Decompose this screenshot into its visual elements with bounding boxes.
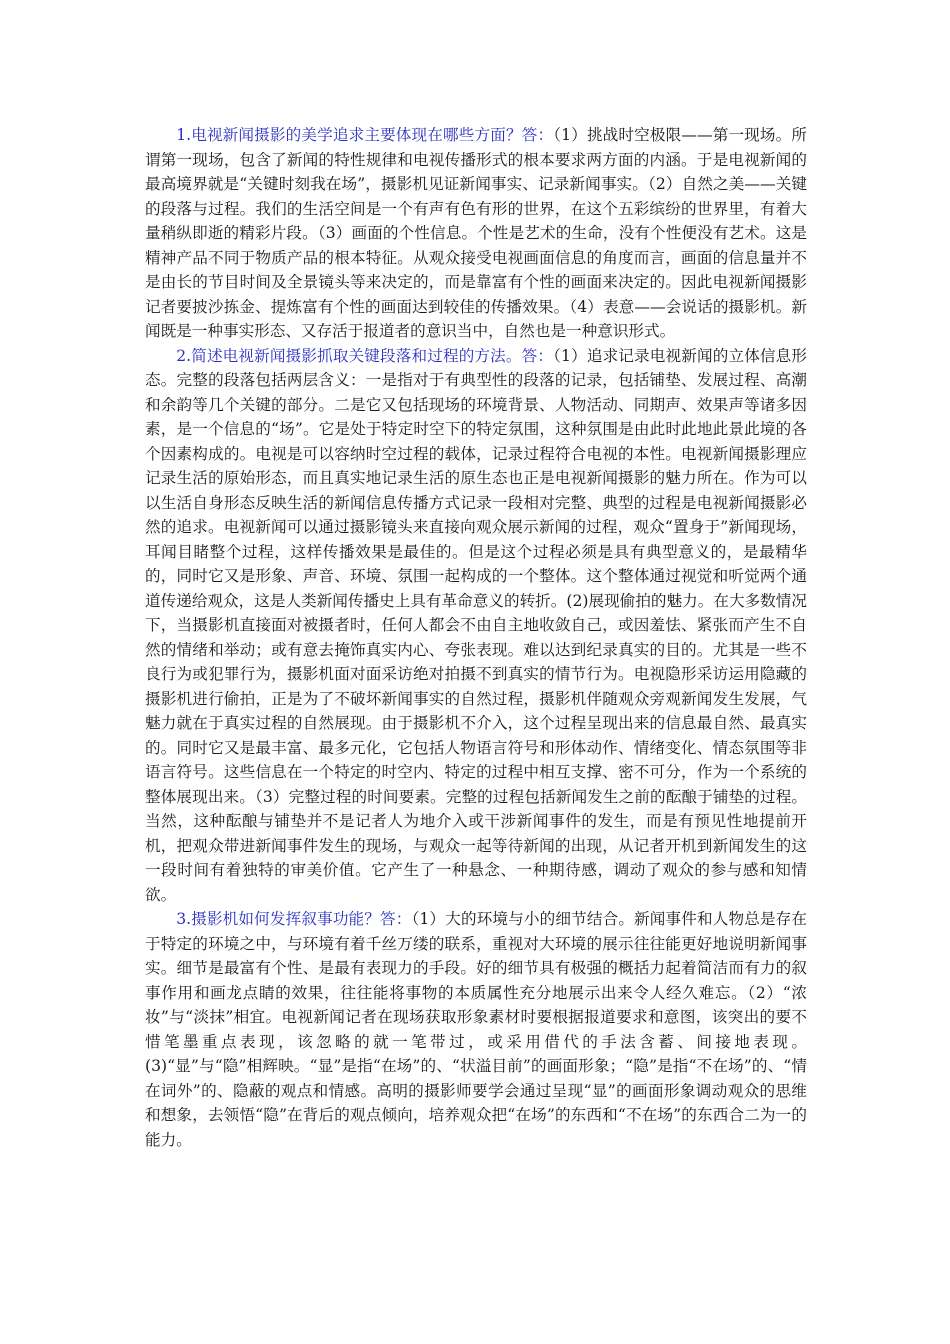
- section-1-answer: （1）挑战时空极限——第一现场。所谓第一现场，包含了新闻的特性规律和电视传播形式的根本要求两方面的内涵。于是电视新闻的最高境界就是“关键时刻我在场”，摄影机见证新闻事实、记录新闻事实。（2）自然之美——关键的段落与过程。我们的生活空间是一个有声有色有形的世界，在这个五彩缤纷的世界里，有着大量稍纵即逝的精彩片段。（3）画面的个性信息。个性是艺术的生命，没有个性便没有艺术。这是精神产品不同于物质产品的根本特征。从观众接受电视画面信息的角度而言，画面的信息量并不是由长的节目时间及全景镜头等来决定的，而是靠富有个性的画面来决定的。因此电视新闻摄影记者要披沙拣金、提炼富有个性的画面达到较佳的传播效果。（4）表意——会说话的摄影机。新闻既是一种事实形态、又存活于报道者的意识当中，自然也是一种意识形式。: [145, 126, 807, 340]
- section-1-question: 1.电视新闻摄影的美学追求主要体现在哪些方面？答：: [176, 126, 554, 144]
- section-2-question: 2.简述电视新闻摄影抓取关键段落和过程的方法。答：: [176, 346, 554, 365]
- section-3-paragraph: [145, 907, 807, 1152]
- section-1-paragraph: [145, 123, 807, 344]
- document-body: [145, 123, 807, 1152]
- section-2-answer: （1）追求记录电视新闻的立体信息形态。完整的段落包括两层含义：一是指对于有典型性的段落的记录，包括铺垫、发展过程、高潮和余韵等几个关键的部分。二是它又包括现场的环境背景、人物活动、同期声、效果声等诸多因素，是一个信息的“场”。它是处于特定时空下的特定氛围，这种氛围是由此时此地此景此境的各个因素构成的。电视是可以容纳时空过程的载体，记录过程符合电视的本性。电视新闻摄影理应记录生活的原始形态，而且真实地记录生活的原生态也正是电视新闻摄影的魅力所在。作为可以以生活自身形态反映生活的新闻信息传播方式记录一段相对完整、典型的过程是电视新闻摄影必然的追求。电视新闻可以通过摄影镜头来直接向观众展示新闻的过程，观众“置身于”新闻现场，耳闻目睹整个过程，这样传播效果是最佳的。但是这个过程必须是具有典型意义的，是最精华的，同时它又是形象、声音、环境、氛围一起构成的一个整体。这个整体通过视觉和听觉两个通道传递给观众，这是人类新闻传播史上具有革命意义的转折。(2)展现偷拍的魅力。在大多数情况下，当摄影机直接面对被摄者时，任何人都会不由自主地收敛自己，或因羞怯、紧张而产生不自然的情绪和举动；或有意去掩饰真实内心、夸张表现。难以达到纪录真实的目的。尤其是一些不良行为或犯罪行为，摄影机面对面采访绝对拍摄不到真实的情节行为。电视隐形采访运用隐藏的摄影机进行偷拍，正是为了不破坏新闻事实的自然过程，摄影机伴随观众旁观新闻发生发展，气魅力就在于真实过程的自然展现。由于摄影机不介入，这个过程呈现出来的信息最自然、最真实的。同时它又是最丰富、最多元化，它包括人物语言符号和形体动作、情绪变化、情态氛围等非语言符号。这些信息在一个特定的时空内、特定的过程中相互支撑、密不可分，作为一个系统的整体展现出来。（3）完整过程的时间要素。完整的过程包括新闻发生之前的酝酿于铺垫的过程。当然，这种酝酿与铺垫并不是记者人为地介入或干涉新闻事件的发生，而是有预见性地提前开机，把观众带进新闻事件发生的现场，与观众一起等待新闻的出现，从记者开机到新闻发生的这一段时间有着独特的审美价值。它产生了一种悬念、一种期待感，调动了观众的参与感和知情欲。: [145, 346, 807, 904]
- section-3-question: 3.摄影机如何发挥叙事功能？答：: [176, 910, 412, 928]
- section-2-paragraph: [145, 344, 807, 908]
- section-3-answer: （1）大的环境与小的细节结合。新闻事件和人物总是存在于特定的环境之中，与环境有着千丝万缕的联系，重视对大环境的展示往往能更好地说明新闻事实。细节是最富有个性、是最有表现力的手段。好的细节具有极强的概括力起着简洁而有力的叙事作用和画龙点睛的效果，往往能将事物的本质属性充分地展示出来令人经久难忘。（2）“浓妆”与“淡抹”相宜。电视新闻记者在现场获取形象素材时要根据报道要求和意图，该突出的要不惜笔墨重点表现，该忽略的就一笔带过，或采用借代的手法含蓄、间接地表现。(3)“显”与“隐”相辉映。“显”是指“在场”的、“状溢目前”的画面形象；“隐”是指“不在场”的、“情在词外”的、隐蔽的观点和情感。高明的摄影师要学会通过呈现“显”的画面形象调动观众的思维和想象，去领悟“隐”在背后的观点倾向，培养观众把“在场”的东西和“不在场”的东西合二为一的能力。: [145, 910, 807, 1149]
